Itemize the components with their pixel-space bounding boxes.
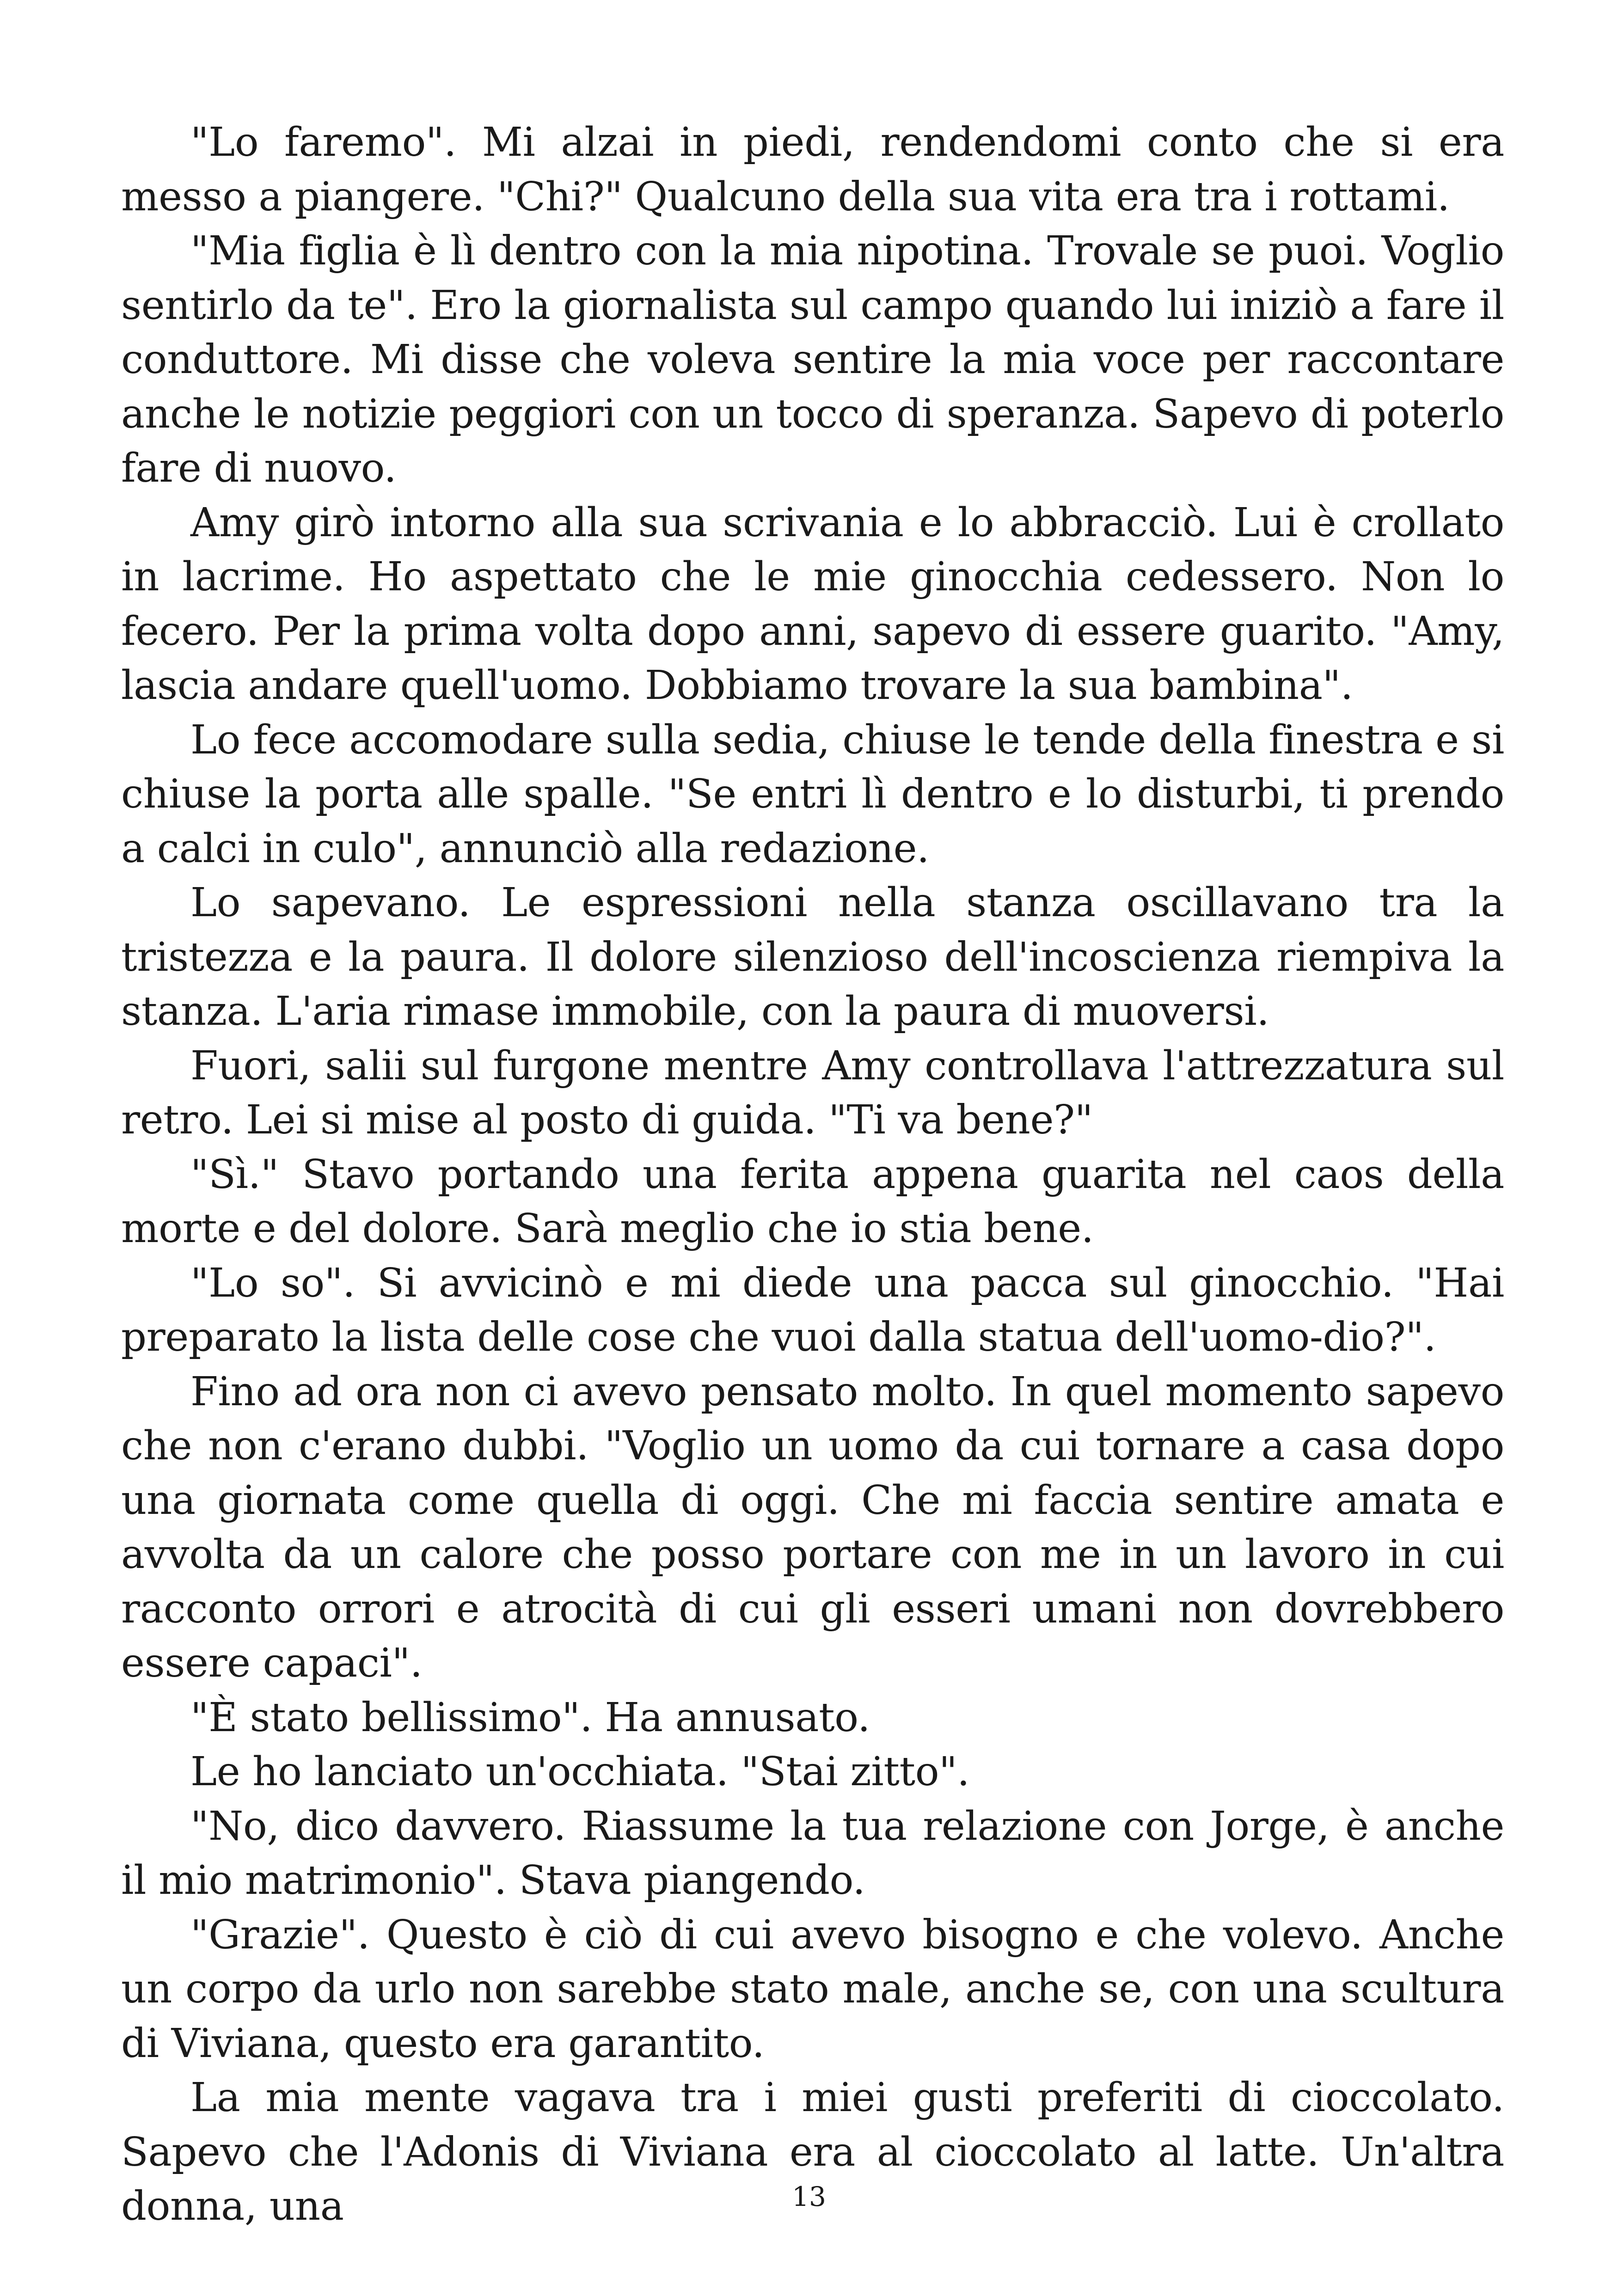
paragraph: Fuori, salii sul furgone mentre Amy controllava l'attrezzatura sul retro. Lei si mise al posto di guida. "Ti va bene?" xyxy=(121,1042,1504,1143)
paragraph: "Sì." Stavo portando una ferita appena guarita nel caos della morte e del dolore. Sarà meglio che io stia bene. xyxy=(121,1151,1504,1252)
body-text xyxy=(121,116,1504,2234)
paragraph: "Mia figlia è lì dentro con la mia nipotina. Trovale se puoi. Voglio sentirlo da te". Ero la giornalista sul campo quando lui iniziò a fare il conduttore. Mi disse che voleva sentire la mia voce per raccontare anche le notizie peggiori con un tocco di speranza. Sapevo di poterlo fare di nuovo. xyxy=(121,228,1504,491)
paragraph: "No, dico davvero. Riassume la tua relazione con Jorge, è anche il mio matrimonio". Stava piangendo. xyxy=(121,1803,1504,1904)
paragraph: Lo fece accomodare sulla sedia, chiuse le tende della finestra e si chiuse la porta alle spalle. "Se entri lì dentro e lo disturbi, ti prendo a calci in culo", annunciò alla redazione. xyxy=(121,716,1504,872)
paragraph: "È stato bellissimo". Ha annusato. xyxy=(190,1694,870,1741)
page-number: 13 xyxy=(792,2181,826,2212)
paragraph: Amy girò intorno alla sua scrivania e lo abbracciò. Lui è crollato in lacrime. Ho aspettato che le mie ginocchia cedessero. Non lo fecero. Per la prima volta dopo anni, sapevo di essere guarito. "Amy, lascia andare quell'uomo. Dobbiamo trovare la sua bambina". xyxy=(121,499,1504,709)
paragraph: "Lo faremo". Mi alzai in piedi, rendendomi conto che si era messo a piangere. "Chi?" Qualcuno della sua vita era tra i rottami. xyxy=(121,119,1504,220)
paragraph: "Lo so". Si avvicinò e mi diede una pacca sul ginocchio. "Hai preparato la lista delle cose che vuoi dalla statua dell'uomo-dio?". xyxy=(121,1260,1504,1360)
paragraph: La mia mente vagava tra i miei gusti preferiti di cioccolato. Sapevo che l'Adonis di Viviana era al cioccolato al latte. Un'altra donna, una xyxy=(121,2075,1504,2229)
paragraph: Le ho lanciato un'occhiata. "Stai zitto". xyxy=(190,1749,970,1795)
paragraph: Lo sapevano. Le espressioni nella stanza oscillavano tra la tristezza e la paura. Il dolore silenzioso dell'incoscienza riempiva la stanza. L'aria rimase immobile, con la paura di muoversi. xyxy=(121,880,1504,1035)
paragraph: Fino ad ora non ci avevo pensato molto. In quel momento sapevo che non c'erano dubbi. "Voglio un uomo da cui tornare a casa dopo una giornata come quella di oggi. Che mi faccia sentire amata e avvolta da un calore che posso portare con me in un lavoro in cui racconto orrori e atrocità di cui gli esseri umani non dovrebbero essere capaci". xyxy=(121,1368,1504,1686)
paragraph: "Grazie". Questo è ciò di cui avevo bisogno e che volevo. Anche un corpo da urlo non sarebbe stato male, anche se, con una scultura di Viviana, questo era garantito. xyxy=(121,1911,1504,2067)
